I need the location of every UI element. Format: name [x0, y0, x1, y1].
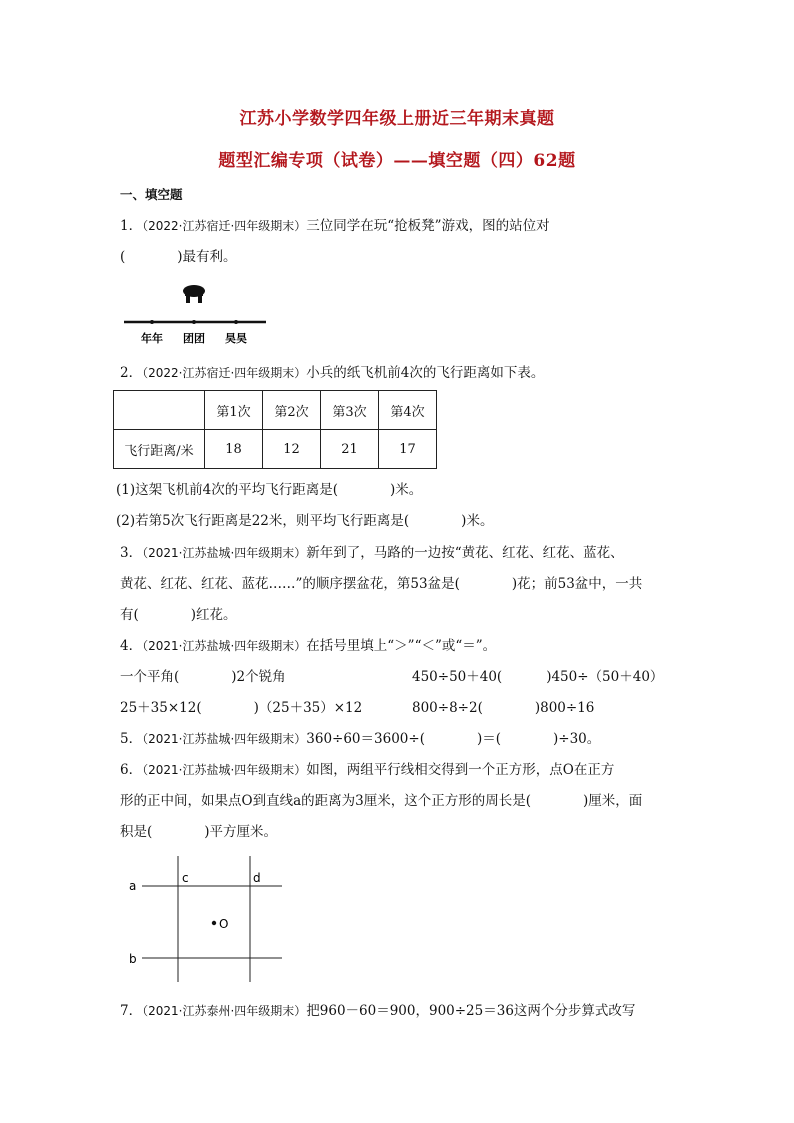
name-label-hao: 昊昊	[225, 332, 247, 345]
question-2-part-2: (2)若第5次飞行距离是22米，则平均飞行距离是( )米。	[116, 513, 494, 529]
question-source: （2021·江苏盐城·四年级期末）	[142, 763, 307, 777]
question-source: （2021·江苏盐城·四年级期末）	[142, 639, 307, 653]
table-cell: 18	[205, 430, 263, 469]
table-header-cell: 第3次	[321, 391, 379, 430]
table-cell: 17	[379, 430, 437, 469]
question-7: 7．（2021·江苏泰州·四年级期末）把960－60＝900，900÷25＝36这两个分步算式改写	[120, 1003, 636, 1019]
section-heading: 一、填空题	[120, 187, 183, 202]
table-cell: 12	[263, 430, 321, 469]
page-title: 江苏小学数学四年级上册近三年期末真题	[239, 109, 555, 129]
name-label-tuan: 团团	[183, 332, 205, 345]
name-label-nian: 年年	[141, 332, 163, 345]
question-source: （2021·江苏泰州·四年级期末）	[142, 1004, 307, 1018]
stool-icon	[183, 285, 205, 303]
question-6: 6．（2021·江苏盐城·四年级期末）如图，两组平行线相交得到一个正方形，点O在正方	[120, 762, 615, 778]
question-6-line-3: 积是( )平方厘米。	[120, 824, 278, 840]
table-row	[114, 430, 437, 469]
point-o	[212, 921, 216, 925]
question-text: 三位同学在玩“抢板凳”游戏，图的站位对	[306, 218, 550, 234]
question-number: 2．	[120, 365, 143, 381]
question-text: 小兵的纸飞机前4次的飞行距离如下表。	[306, 365, 545, 381]
label-d: d	[253, 871, 261, 885]
table-cell: 21	[321, 430, 379, 469]
question-number: 5．	[120, 731, 143, 747]
flight-distance-table	[113, 390, 437, 469]
question-1-blank-line: ( )最有利。	[120, 249, 237, 265]
question-3-line-2: 黄花、红花、红花、蓝花……”的顺序摆盆花，第53盆是( )花；前53盆中，一共	[120, 576, 643, 592]
question-source: （2021·江苏盐城·四年级期末）	[142, 546, 307, 560]
question-source: （2022·江苏宿迁·四年级期末）	[142, 219, 307, 233]
question-2	[120, 364, 544, 382]
label-o: O	[219, 917, 229, 931]
question-number: 6．	[120, 762, 143, 778]
label-b: b	[129, 952, 137, 966]
question-6-line-2: 形的正中间，如果点O到直线a的距离为3厘米，这个正方形的周长是( )厘米，面	[120, 793, 643, 809]
table-corner-cell	[114, 391, 205, 430]
question-number: 7．	[120, 1003, 143, 1019]
question-number: 4．	[120, 638, 143, 654]
question-1	[120, 217, 550, 235]
question-source: （2022·江苏宿迁·四年级期末）	[142, 366, 307, 380]
table-header-row	[114, 391, 437, 430]
compare-item: 800÷8÷2( )800÷16	[412, 700, 595, 716]
question-number: 1．	[120, 218, 143, 234]
compare-item: 25＋35×12( )（25＋35）×12	[120, 700, 363, 716]
compare-item: 一个平角( )2个锐角	[120, 669, 286, 685]
question-3-line-3: 有( )红花。	[120, 607, 237, 623]
label-c: c	[182, 871, 189, 885]
question-number: 3．	[120, 545, 143, 561]
chair-game-figure	[118, 280, 278, 348]
table-header-cell: 第1次	[205, 391, 263, 430]
question-3: 3．（2021·江苏盐城·四年级期末）新年到了，马路的一边按“黄花、红花、红花、蓝花、	[120, 545, 624, 561]
question-source: （2021·江苏盐城·四年级期末）	[142, 732, 307, 746]
question-5: 5．（2021·江苏盐城·四年级期末）360÷60＝3600÷( )＝( )÷30。	[120, 731, 601, 747]
compare-item: 450÷50＋40( )450÷（50＋40）	[412, 669, 664, 685]
parallel-lines-figure	[120, 852, 290, 986]
question-4: 4．（2021·江苏盐城·四年级期末）在括号里填上“＞”“＜”或“＝”。	[120, 638, 497, 654]
table-header-cell: 第4次	[379, 391, 437, 430]
label-a: a	[129, 879, 137, 893]
table-header-cell: 第2次	[263, 391, 321, 430]
page-subtitle: 题型汇编专项（试卷）——填空题（四）62题	[218, 151, 576, 171]
question-2-part-1: (1)这架飞机前4次的平均飞行距离是( )米。	[116, 482, 423, 498]
table-row-label: 飞行距离/米	[114, 430, 205, 469]
